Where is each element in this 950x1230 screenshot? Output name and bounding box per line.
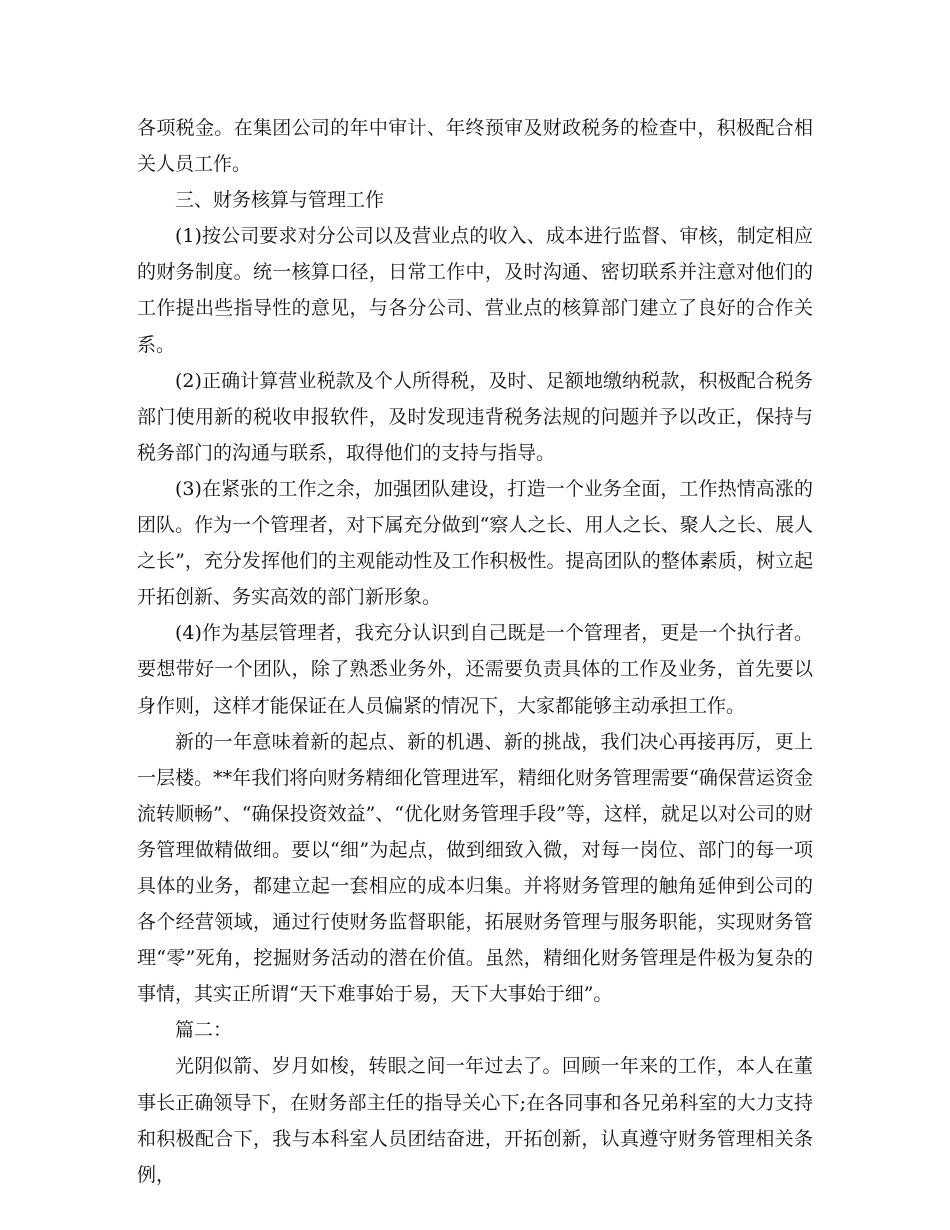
paragraph-part-two-intro: 光阴似箭、岁月如梭，转眼之间一年过去了。回顾一年来的工作，本人在董事长正确领导下，在财务部主任的指导关心下;在各同事和各兄弟科室的大力支持和积极配合下，我与本科室人员团结奋进，开拓创新，认真遵守财务管理相关条例， [137,1055,813,1186]
paragraph-item-2: (2)正确计算营业税款及个人所得税，及时、足额地缴纳税款，积极配合税务部门使用新的税收申报软件，及时发现违背税务法规的问题并予以改正，保持与税务部门的沟通与联系，取得他们的支持与指导。 [137,369,813,464]
paragraph-continued-tax: 各项税金。在集团公司的年中审计、年终预审及财政税务的检查中，积极配合相关人员工作。 [137,117,813,176]
paragraph-item-3: (3)在紧张的工作之余，加强团队建设，打造一个业务全面，工作热情高涨的团队。作为一个管理者，对下属充分做到“察人之长、用人之长、聚人之长、展人之长”，充分发挥他们的主观能动性及工作积极性。提高团队的整体素质，树立起开拓创新、务实高效的部门新形象。 [137,477,813,609]
paragraph-item-1: (1)按公司要求对分公司以及营业点的收入、成本进行监督、审核，制定相应的财务制度。统一核算口径，日常工作中，及时沟通、密切联系并注意对他们的工作提出些指导性的意见，与各分公司、营业点的核算部门建立了良好的合作关系。 [137,225,813,356]
paragraph-item-4: (4)作为基层管理者，我充分认识到自己既是一个管理者，更是一个执行者。要想带好一个团队，除了熟悉业务外，还需要负责具体的工作及业务，首先要以身作则，这样才能保证在人员偏紧的情况下，大家都能够主动承担工作。 [137,622,813,717]
section-heading-accounting: 三、财务核算与管理工作 [175,189,385,212]
paragraph-new-year: 新的一年意味着新的起点、新的机遇、新的挑战，我们决心再接再厉，更上一层楼。**年我们将向财务精细化管理进军，精细化财务管理需要“确保营运资金流转顺畅”、“确保投资效益”、“优化财务管理手段”等，这样，就足以对公司的财务管理做精做细。要以“细”为起点，做到细致入微，对每一岗位、部门的每一项具体的业务，都建立起一套相应的成本归集。并将财务管理的触角延伸到公司的各个经营领域，通过行使财务监督职能，拓展财务管理与服务职能，实现财务管理“零”死角，挖掘财务活动的潜在价值。虽然，精细化财务管理是件极为复杂的事情，其实正所谓“天下难事始于易，天下大事始于细”。 [137,730,813,1006]
section-heading-part-two: 篇二： [175,1019,233,1042]
document-body [137,110,813,1193]
